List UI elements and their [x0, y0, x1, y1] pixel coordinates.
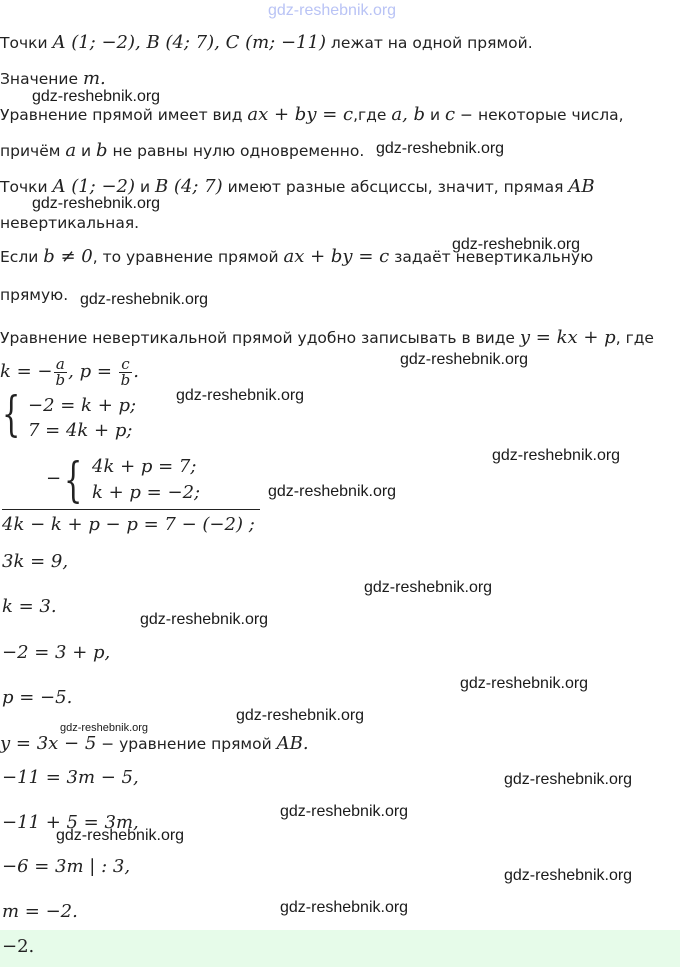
denominator: b [55, 371, 66, 389]
text: и [135, 178, 155, 196]
step-m-eq: −11 = 3m − 5, [2, 767, 139, 788]
system-brace: { [64, 452, 83, 508]
watermark: gdz-reshebnik.org [32, 88, 161, 105]
text: не равны нулю одновременно. [107, 142, 365, 160]
text: прямую. [0, 286, 69, 304]
watermark: gdz-reshebnik.org [504, 867, 633, 884]
text: и [76, 142, 97, 160]
text: , то уравнение прямой [92, 248, 284, 266]
math-point-a: A (1; −2) [52, 176, 136, 197]
minus-sign: − [46, 468, 62, 489]
watermark: gdz-reshebnik.org [452, 236, 581, 253]
watermark: gdz-reshebnik.org [400, 351, 529, 368]
denominator: b [120, 371, 131, 389]
watermark: gdz-reshebnik.org [460, 675, 589, 692]
subtraction-rule [2, 509, 260, 510]
math-line-eq: y = 3x − 5 [0, 733, 97, 754]
text: , где [615, 329, 654, 347]
watermark: gdz-reshebnik.org [364, 579, 493, 596]
straight-line-word [0, 284, 68, 306]
math-a: a [65, 140, 77, 161]
text: невертикальная. [0, 214, 140, 232]
kp-definition [0, 352, 139, 392]
line-equation-condition [0, 140, 364, 162]
watermark-top[interactable]: gdz-reshebnik.org [268, 2, 397, 19]
watermark: gdz-reshebnik.org [268, 483, 397, 500]
numerator: a [54, 357, 68, 373]
system1-eq1: −2 = k + p; [28, 395, 137, 416]
if-b-line [0, 246, 593, 268]
nonvertical-line [0, 212, 139, 234]
math-slope-form: y = kx + p [519, 327, 616, 348]
text: Точки [0, 34, 53, 52]
condition-line [0, 32, 533, 54]
system-brace: { [2, 386, 21, 442]
math-ab-line: AB. [276, 733, 309, 754]
math-b-nonzero: b ≠ 0 [43, 246, 93, 267]
watermark: gdz-reshebnik.org [492, 447, 621, 464]
step-3k: 3k = 9, [2, 551, 69, 572]
watermark: gdz-reshebnik.org [236, 707, 365, 724]
step-m-result: m = −2. [2, 901, 78, 922]
line-equation-intro [0, 104, 624, 126]
system2-eq1: 4k + p = 7; [92, 456, 197, 477]
line-ab-equation [0, 733, 309, 755]
step-m-move: −11 + 5 = 3m, [2, 812, 139, 833]
text: причём [0, 142, 66, 160]
answer-box [0, 930, 680, 967]
text: Значение [0, 70, 83, 88]
step-p-eq: −2 = 3 + p, [2, 642, 111, 663]
watermark: gdz-reshebnik.org [140, 611, 269, 628]
text: ,где [353, 106, 392, 124]
text: имеют разные абсциссы, значит, прямая [222, 178, 569, 196]
system2-eq2: k + p = −2; [92, 482, 201, 503]
text: задаёт невертикальную [389, 248, 594, 266]
text: и [425, 106, 446, 124]
watermark: gdz-reshebnik.org [56, 827, 185, 844]
subtraction-result: 4k − k + p − p = 7 − (−2) ; [2, 514, 255, 535]
slope-form-line [0, 327, 654, 349]
find-line [0, 68, 106, 90]
answer-value: −2. [2, 936, 35, 957]
watermark: gdz-reshebnik.org [280, 803, 409, 820]
math-k: k = − [0, 361, 53, 382]
step-m-divide: −6 = 3m | : 3, [2, 856, 131, 877]
math-general-equation: ax + by = c [283, 246, 390, 267]
math-points: A (1; −2), B (4; 7), C (m; −11) [52, 32, 326, 53]
text: Уравнение прямой имеет вид [0, 106, 248, 124]
watermark: gdz-reshebnik.org [80, 291, 209, 308]
fraction-c-b [119, 357, 133, 388]
numerator: c [119, 357, 133, 373]
math-general-equation: ax + by = c [247, 104, 354, 125]
text: Точки [0, 178, 53, 196]
step-p: p = −5. [2, 687, 73, 708]
text: Если [0, 248, 44, 266]
text: лежат на одной прямой. [325, 34, 533, 52]
text: − некоторые числа, [455, 106, 624, 124]
watermark: gdz-reshebnik.org [376, 140, 505, 157]
text: − уравнение прямой [96, 735, 277, 753]
fraction-a-b [54, 357, 68, 388]
math-m: m. [82, 68, 106, 89]
math-ab: a, b [391, 104, 426, 125]
watermark: gdz-reshebnik.org [280, 899, 409, 916]
watermark-small: gdz-reshebnik.org [60, 722, 149, 734]
system1-eq2: 7 = 4k + p; [28, 420, 133, 441]
math-dot: . [133, 361, 139, 382]
text: Уравнение невертикальной прямой удобно записывать в виде [0, 329, 520, 347]
math-c: c [445, 104, 456, 125]
math-point-b: B (4; 7) [154, 176, 223, 197]
watermark: gdz-reshebnik.org [176, 387, 305, 404]
math-p: , p = [68, 361, 118, 382]
math-b: b [96, 140, 108, 161]
watermark: gdz-reshebnik.org [504, 771, 633, 788]
math-ab-line: AB [568, 176, 595, 197]
watermark: gdz-reshebnik.org [32, 195, 161, 212]
step-k: k = 3. [2, 596, 57, 617]
